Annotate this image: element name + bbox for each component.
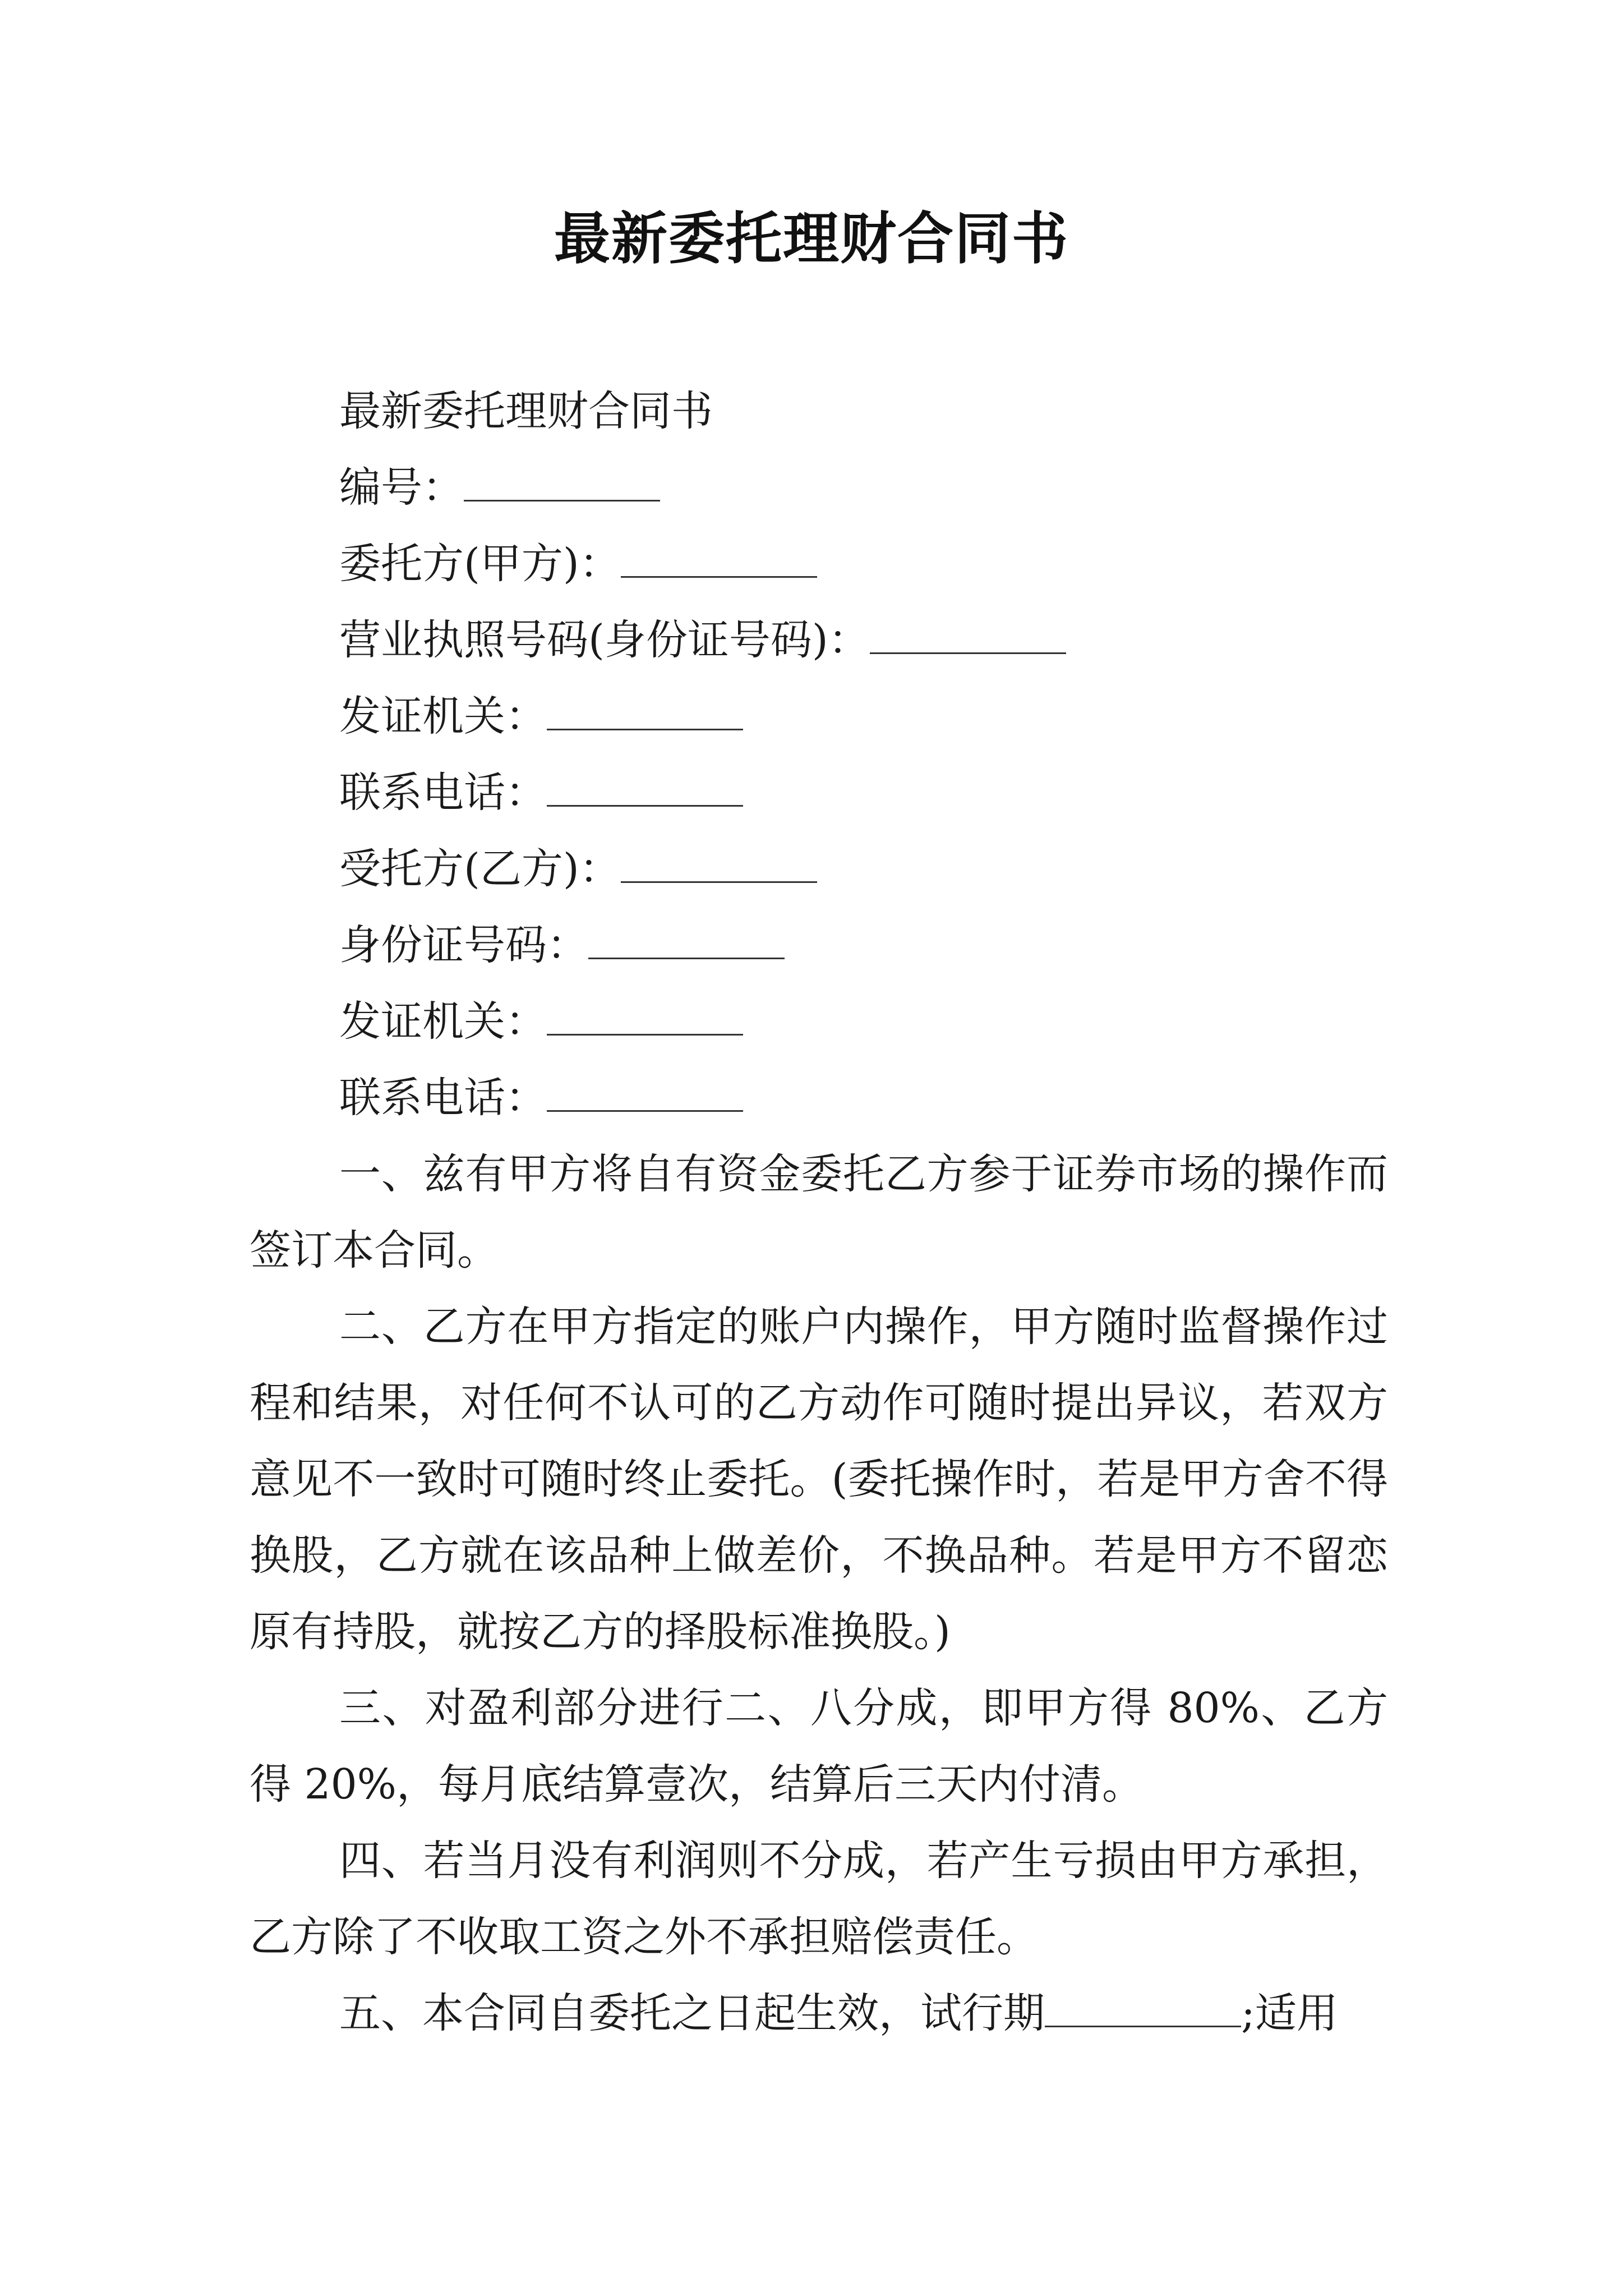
fill-blank (547, 1000, 743, 1036)
field-phone-a (250, 754, 1388, 831)
field-id-number-b (250, 907, 1388, 983)
clause-5-text: 五、本合同自委托之日起生效，试行期 (339, 1989, 1045, 2037)
fill-blank (1045, 1992, 1241, 2027)
field-label: 身份证号码： (339, 921, 588, 969)
clause-5 (250, 1975, 1388, 2051)
field-label: 联系电话： (339, 769, 547, 817)
fill-blank (547, 695, 743, 730)
fill-blank (621, 848, 817, 883)
clause-5-continuation: ;适用 (1241, 1989, 1338, 2037)
field-label: 营业执照号码(身份证号码)： (339, 616, 870, 664)
fill-blank (464, 466, 660, 501)
field-label: 受托方(乙方)： (339, 845, 621, 893)
field-license-number (250, 602, 1388, 678)
fill-blank (547, 1076, 743, 1112)
fill-blank (870, 619, 1066, 654)
document-title: 最新委托理财合同书 (554, 205, 1069, 272)
document-body (250, 373, 1388, 2051)
fill-blank (621, 542, 817, 578)
field-party-b (250, 831, 1388, 907)
field-label: 发证机关： (339, 692, 547, 740)
fill-blank (547, 771, 743, 807)
clause-2: 二、乙方在甲方指定的账户内操作，甲方随时监督操作过程和结果，对任何不认可的乙方动作可随时提出异议，若双方意见不一致时可随时终止委托。(委托操作时，若是甲方舍不得换股，乙方就在该品种上做差价，不换品种。若是甲方不留恋原有持股，就按乙方的择股标准换股。) (250, 1303, 1388, 1656)
field-issuing-authority-b (250, 983, 1388, 1060)
field-label: 发证机关： (339, 997, 547, 1046)
field-label: 联系电话： (339, 1074, 547, 1122)
clause-4: 四、若当月没有利润则不分成，若产生亏损由甲方承担，乙方除了不收取工资之外不承担赔偿责任。 (250, 1837, 1388, 1961)
field-party-a (250, 526, 1388, 602)
field-contract-number (250, 449, 1388, 526)
clause-1: 一、兹有甲方将自有资金委托乙方参于证券市场的操作而签订本合同。 (250, 1150, 1388, 1274)
clause-3: 三、对盈利部分进行二、八分成，即甲方得 80%、乙方得 20%，每月底结算壹次，结算后三天内付清。 (250, 1684, 1388, 1809)
field-phone-b (250, 1060, 1388, 1136)
field-issuing-authority-a (250, 678, 1388, 754)
field-label: 编号： (339, 463, 464, 512)
contract-heading: 最新委托理财合同书 (339, 387, 713, 435)
field-label: 委托方(甲方)： (339, 540, 621, 588)
fill-blank (588, 924, 785, 959)
